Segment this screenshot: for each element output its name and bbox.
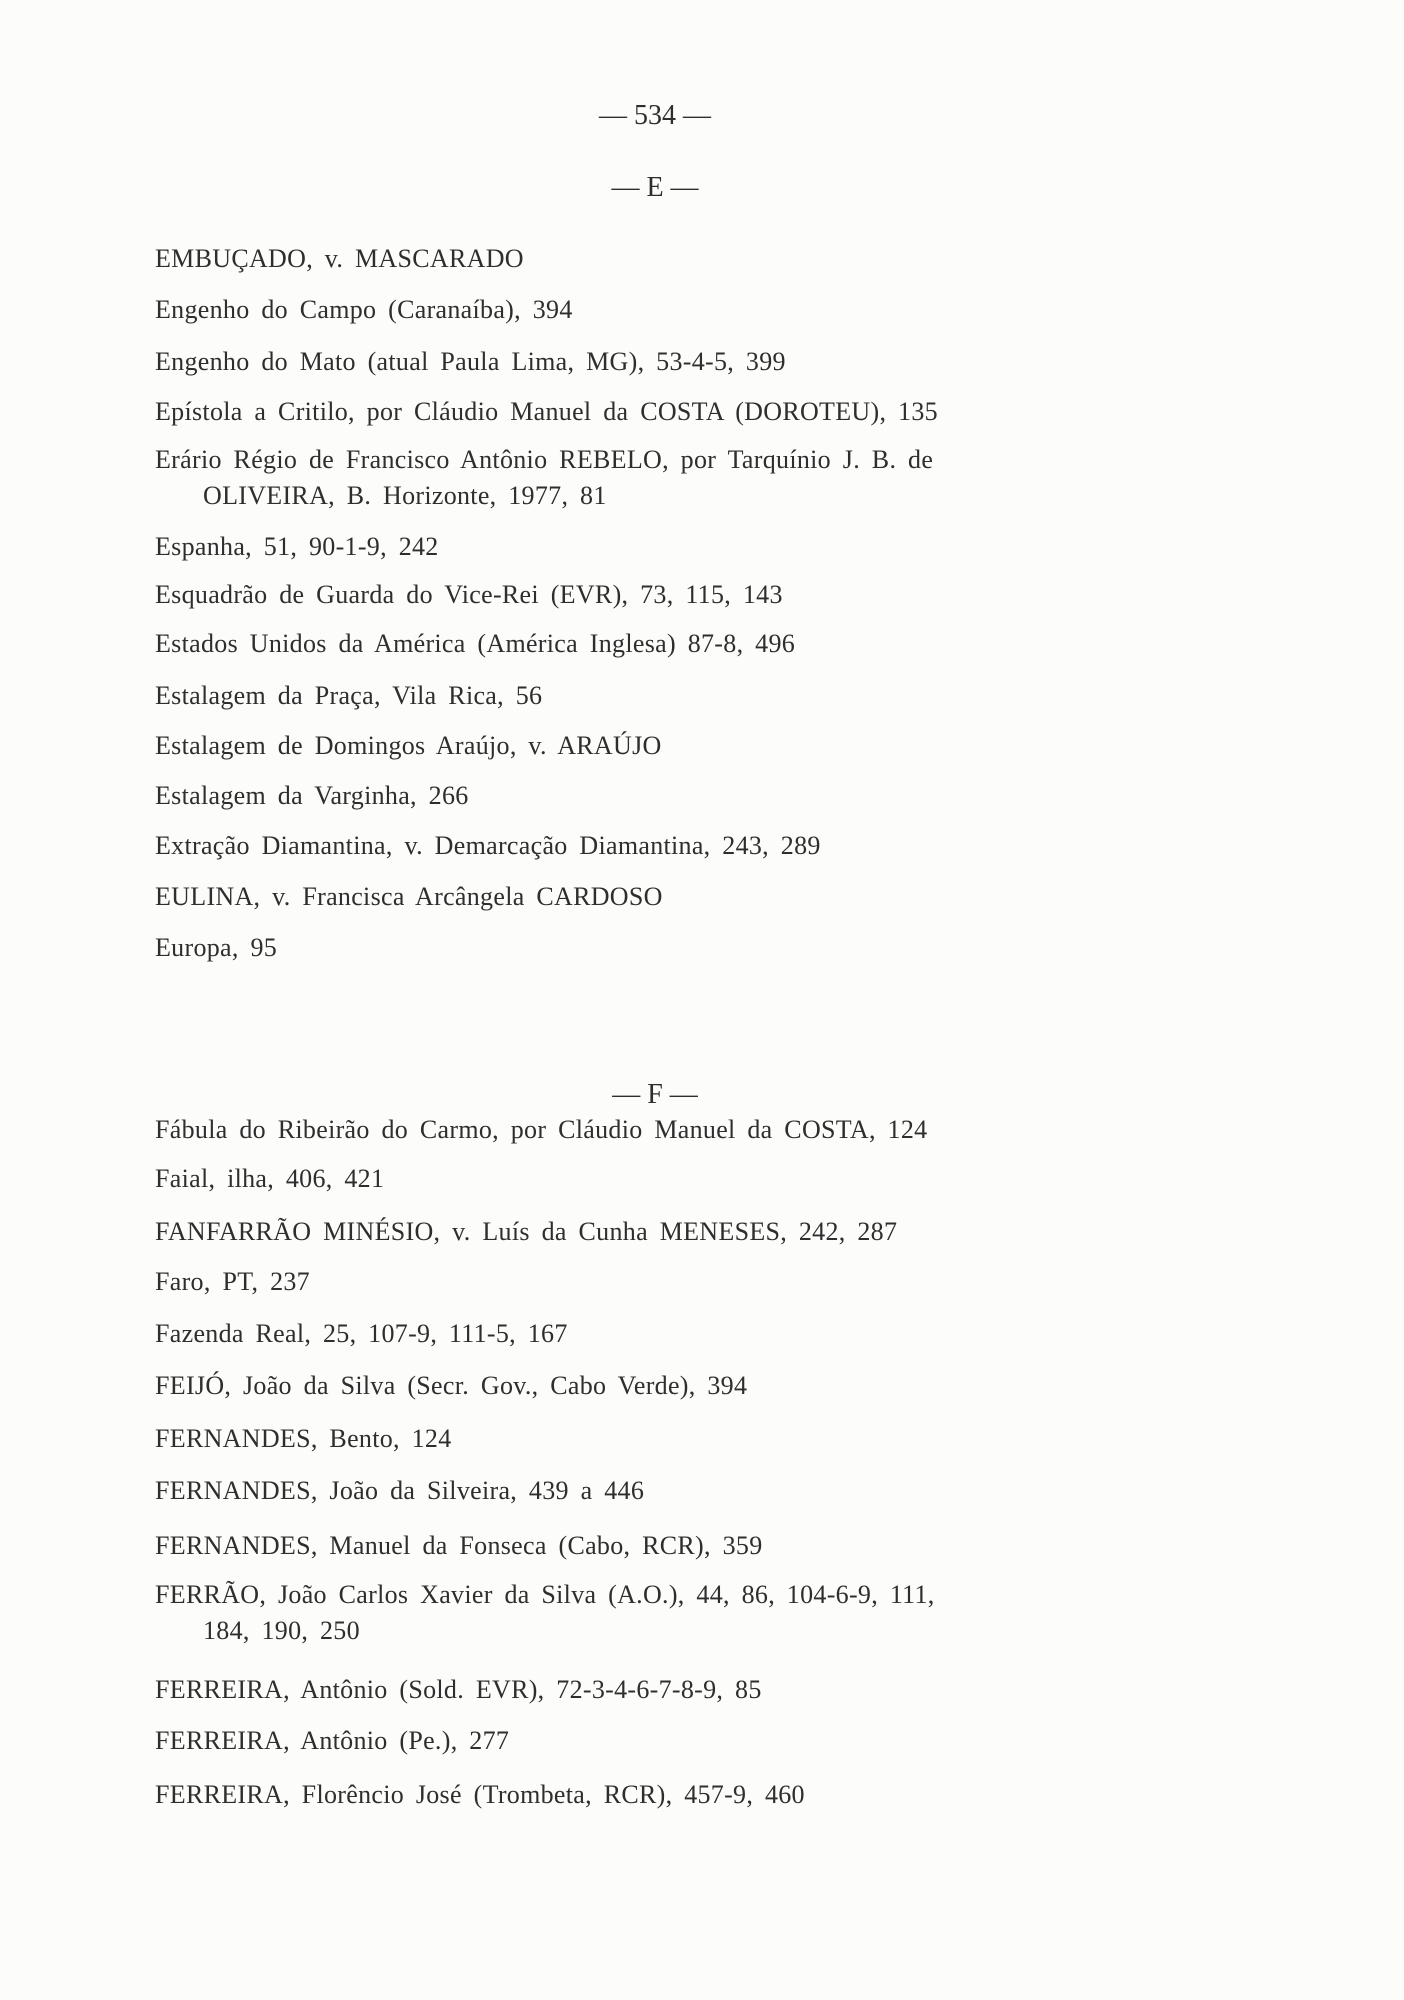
index-entry-text: FANFARRÃO MINÉSIO, v. Luís da Cunha MENESES, 242, 287 [155, 1217, 898, 1246]
index-entry-text: Extração Diamantina, v. Demarcação Diamantina, 243, 289 [155, 831, 821, 860]
index-entry [155, 933, 277, 963]
index-entry-text: Estalagem de Domingos Araújo, v. ARAÚJO [155, 731, 662, 760]
index-entry-text: Fazenda Real, 25, 107-9, 111-5, 167 [155, 1319, 568, 1348]
index-entry [155, 629, 795, 659]
index-entry [155, 1371, 747, 1401]
index-entry-text: FEIJÓ, João da Silva (Secr. Gov., Cabo Verde), 394 [155, 1371, 748, 1400]
index-entry [155, 580, 783, 610]
index-entry [155, 445, 933, 511]
index-entry [155, 532, 439, 562]
index-entry [155, 831, 821, 861]
index-entry-text: Erário Régio de Francisco Antônio REBELO, por Tarquínio J. B. de [155, 445, 934, 474]
index-entry-continuation: OLIVEIRA, B. Horizonte, 1977, 81 [203, 481, 607, 510]
index-entry-text: Esquadrão de Guarda do Vice-Rei (EVR), 73, 115, 143 [155, 580, 783, 609]
index-entry-text: Faial, ilha, 406, 421 [155, 1164, 385, 1193]
index-entry-text: Estalagem da Varginha, 266 [155, 781, 469, 810]
index-entry [155, 1267, 310, 1297]
index-entry-text: Espanha, 51, 90-1-9, 242 [155, 532, 439, 561]
index-entry [155, 731, 662, 761]
index-entry [155, 882, 663, 912]
section-heading-e: — E — [611, 172, 699, 203]
section-heading-f: — F — [612, 1079, 698, 1110]
index-entry [155, 1319, 568, 1349]
index-entry-text: Epístola a Critilo, por Cláudio Manuel da COSTA (DOROTEU), 135 [155, 397, 938, 426]
index-entry-text: FERNANDES, Bento, 124 [155, 1424, 452, 1453]
index-entry-text: FERNANDES, Manuel da Fonseca (Cabo, RCR), 359 [155, 1531, 763, 1560]
index-entry [155, 681, 542, 711]
index-entry-text: FERREIRA, Antônio (Sold. EVR), 72-3-4-6-7-8-9, 85 [155, 1675, 762, 1704]
index-entry [155, 1780, 805, 1810]
index-entry [155, 1675, 762, 1705]
index-entry [155, 1531, 763, 1561]
index-entry-continuation: 184, 190, 250 [203, 1616, 360, 1645]
index-entry [155, 781, 469, 811]
index-entry [155, 1217, 897, 1247]
index-entry-text: FERREIRA, Antônio (Pe.), 277 [155, 1726, 510, 1755]
page-number: — 534 — [599, 100, 711, 131]
index-entry [155, 244, 524, 274]
index-entry-text: Estalagem da Praça, Vila Rica, 56 [155, 681, 543, 710]
index-entry [155, 1580, 935, 1646]
index-entry-text: FERNANDES, João da Silveira, 439 a 446 [155, 1476, 645, 1505]
index-entry [155, 295, 573, 325]
index-entry-text: EMBUÇADO, v. MASCARADO [155, 244, 524, 273]
index-entry-text: Europa, 95 [155, 933, 278, 962]
index-entry [155, 1115, 927, 1145]
index-entry-text: Engenho do Mato (atual Paula Lima, MG), 53-4-5, 399 [155, 347, 786, 376]
index-entry-text: Fábula do Ribeirão do Carmo, por Cláudio Manuel da COSTA, 124 [155, 1115, 928, 1144]
index-entry-text: EULINA, v. Francisca Arcângela CARDOSO [155, 882, 663, 911]
index-entry [155, 347, 786, 377]
index-entry [155, 1726, 509, 1756]
index-entry-text: Engenho do Campo (Caranaíba), 394 [155, 295, 573, 324]
index-entry [155, 1164, 384, 1194]
index-entry-text: Faro, PT, 237 [155, 1267, 310, 1296]
index-entry-text: FERREIRA, Florêncio José (Trombeta, RCR), 457-9, 460 [155, 1780, 805, 1809]
index-entry-text: Estados Unidos da América (América Inglesa) 87-8, 496 [155, 629, 796, 658]
index-entry [155, 397, 938, 427]
index-entry-text: FERRÃO, João Carlos Xavier da Silva (A.O.), 44, 86, 104-6-9, 111, [155, 1580, 935, 1609]
index-entry [155, 1476, 644, 1506]
index-entry [155, 1424, 452, 1454]
